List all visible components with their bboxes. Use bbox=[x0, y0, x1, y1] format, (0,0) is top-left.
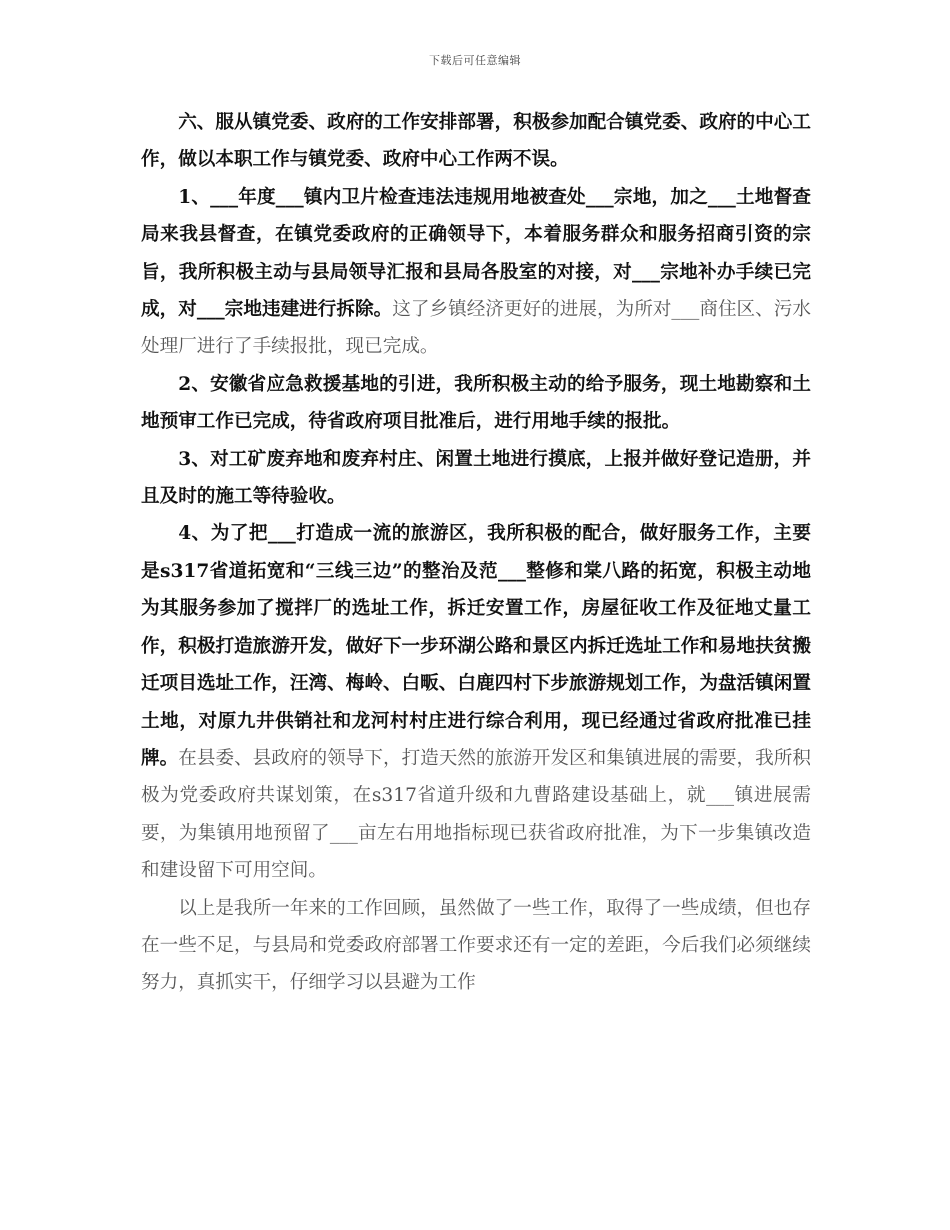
paragraph-item-4 bbox=[141, 515, 811, 889]
paragraph-regular-text: 以上是我所一年来的工作回顾，虽然做了一些工作，取得了一些成绩，但也存在一些不足，与县局和党委政府部署工作要求还有一定的差距，今后我们必须继续努力，真抓实干，仔细学习以县避为工作 bbox=[141, 897, 811, 994]
page-header: 下载后可任意编辑 bbox=[429, 54, 521, 67]
paragraph-summary bbox=[141, 890, 811, 1002]
paragraph-regular-text: 这了乡镇经济更好的进展，为所对___商住区、污水处理厂进行了手续报批，现已完成。 bbox=[141, 299, 811, 358]
paragraph-bold-text: 1、___年度___镇内卫片检查违法违规用地被查处___宗地，加之___土地督查局来我县督查，在镇党委政府的正确领导下，本着服务群众和服务招商引资的宗旨，我所积极主动与县局领导汇报和县局各股室的对接，对___宗地补办手续已完成，对___宗地违建进行拆除。 bbox=[141, 186, 811, 321]
document-body bbox=[141, 104, 811, 1002]
paragraph-bold-text: 2、安徽省应急救援基地的引进，我所积极主动的给予服务，现土地勘察和土地预审工作已完成，待省政府项目批准后，进行用地手续的报批。 bbox=[141, 373, 811, 433]
paragraph-regular-text: 在县委、县政府的领导下，打造天然的旅游开发区和集镇进展的需要，我所积极为党委政府共谋划策，在s317省道升级和九曹路建设基础上，就___镇进展需要，为集镇用地预留了___亩左右用地指标现已获省政府批准，为下一步集镇改造和建设留下可用空间。 bbox=[141, 747, 811, 882]
paragraph-bold-text: 4、为了把___打造成一流的旅游区，我所积极的配合，做好服务工作，主要是s317省道拓宽和“三线三边”的整治及范___整修和棠八路的拓宽，积极主动地为其服务参加了搅拌厂的选址工作，拆迁安置工作，房屋征收工作及征地丈量工作，积极打造旅游开发，做好下一步环湖公路和景区内拆迁选址工作和易地扶贫搬迁项目选址工作，汪湾、梅岭、白畈、白鹿四村下步旅游规划工作，为盘活镇闲置土地，对原九井供销社和龙河村村庄进行综合利用，现已经通过省政府批准已挂牌。 bbox=[141, 523, 811, 769]
paragraph-item-3 bbox=[141, 441, 811, 516]
paragraph-section-six bbox=[141, 104, 811, 179]
paragraph-bold-text: 六、服从镇党委、政府的工作安排部署，积极参加配合镇党委、政府的中心工作，做以本职工作与镇党委、政府中心工作两不误。 bbox=[141, 112, 811, 171]
paragraph-item-1 bbox=[141, 179, 811, 366]
paragraph-item-2 bbox=[141, 366, 811, 441]
paragraph-bold-text: 3、对工矿废弃地和废弃村庄、闲置土地进行摸底，上报并做好登记造册，并且及时的施工等待验收。 bbox=[141, 448, 811, 508]
